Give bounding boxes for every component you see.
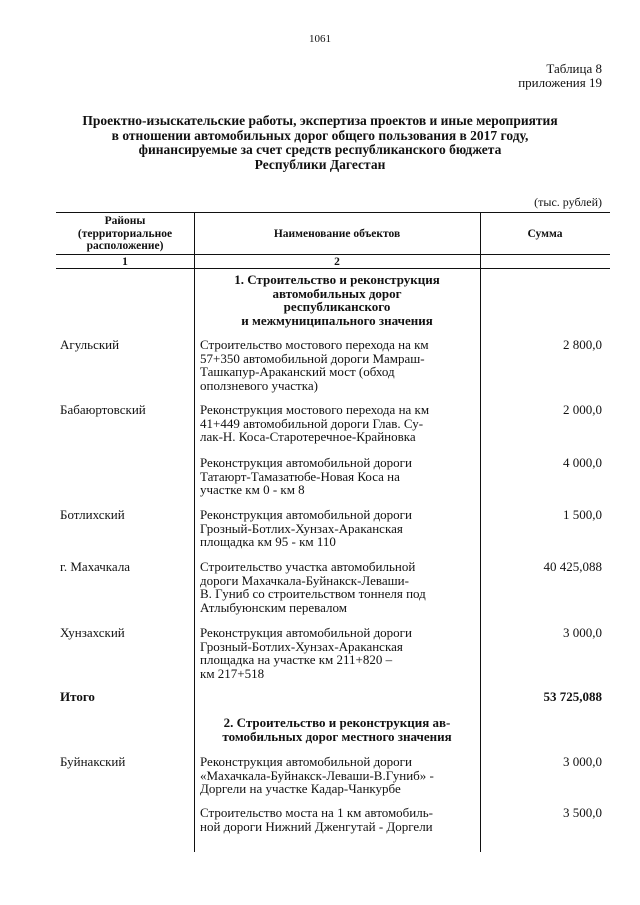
section1-title-l1: 1. Строительство и реконструкция bbox=[234, 272, 440, 287]
table-ref-line1: Таблица 8 bbox=[546, 61, 602, 76]
title-line4: Республики Дагестан bbox=[254, 156, 386, 172]
title-line3: финансируемые за счет средств республиканского бюджета bbox=[138, 142, 502, 157]
table-ref-line2: приложения 19 bbox=[518, 75, 602, 90]
object-khunzakh bbox=[200, 626, 485, 680]
sum-khunzakh: 3 000,0 bbox=[563, 625, 602, 640]
title-line1: Проектно-изыскательские работы, экспертиза проектов и иные мероприятия bbox=[82, 113, 558, 128]
object-line: Грозный-Ботлих-Хунзах-Араканская bbox=[200, 520, 403, 536]
object-babayurt-2 bbox=[200, 456, 485, 497]
section1-title bbox=[196, 273, 478, 327]
object-line: Доргели на участке Кадар-Чанкурбе bbox=[200, 781, 401, 796]
sum-agul: 2 800,0 bbox=[563, 337, 602, 352]
object-line: Реконструкция автомобильной дороги bbox=[200, 507, 412, 522]
section1-title-l2: автомобильных дорог bbox=[272, 285, 402, 301]
object-line: В. Гуниб со строительством тоннеля под bbox=[200, 586, 426, 601]
object-line: оползневого участка) bbox=[200, 377, 318, 393]
section1-title-l3: республиканского bbox=[283, 299, 391, 314]
title-line2: в отношении автомобильных дорог общего пользования в 2017 году, bbox=[111, 127, 529, 143]
total-sum: 53 725,088 bbox=[543, 689, 602, 704]
sum-botlikh: 1 500,0 bbox=[563, 507, 602, 522]
header-districts-l3: расположение) bbox=[86, 240, 164, 252]
header-bottom-border bbox=[56, 254, 610, 255]
object-line: площадка км 95 - км 110 bbox=[200, 534, 336, 549]
object-line: Грозный-Ботлих-Хунзах-Араканская bbox=[200, 638, 403, 654]
section2-title-l1: 2. Строительство и реконструкция ав- bbox=[223, 715, 451, 730]
header-districts-l1: Районы bbox=[104, 215, 146, 227]
object-line: Реконструкция автомобильной дороги bbox=[200, 754, 412, 769]
object-line: Строительство мостового перехода на км bbox=[200, 337, 429, 352]
units-label: (тыс. рублей) bbox=[534, 195, 602, 209]
total-label: Итого bbox=[60, 689, 95, 704]
header-sum: Сумма bbox=[527, 228, 563, 240]
region-agul: Агульский bbox=[60, 337, 120, 352]
object-buynaksk-2 bbox=[200, 806, 485, 833]
object-makhachkala bbox=[200, 560, 485, 614]
object-line: лак-Н. Коса-Старотеречное-Крайновка bbox=[200, 429, 416, 444]
table-top-border bbox=[56, 212, 610, 213]
object-line: «Махачкала-Буйнакск-Леваши-В.Гуниб» - bbox=[200, 767, 434, 783]
header-objects: Наименование объектов bbox=[273, 228, 401, 240]
object-line: 41+449 автомобильной дороги Глав. Су- bbox=[200, 415, 424, 431]
object-line: Ташкапур-Араканский мост (обход bbox=[200, 364, 395, 379]
region-makhachkala: г. Махачкала bbox=[60, 559, 131, 574]
object-agul bbox=[200, 338, 485, 392]
region-buynaksk: Буйнакский bbox=[60, 754, 126, 769]
region-babayurt: Бабаюртовский bbox=[60, 402, 146, 417]
object-line: дороги Махачкала-Буйнакск-Леваши- bbox=[200, 572, 409, 588]
header-districts bbox=[56, 215, 194, 253]
object-line: ной дороги Нижний Дженгутай - Доргели bbox=[200, 818, 433, 834]
object-line: км 217+518 bbox=[200, 665, 265, 681]
region-khunzakh: Хунзахский bbox=[60, 625, 125, 640]
sum-buynaksk-2: 3 500,0 bbox=[563, 805, 602, 820]
object-line: участке км 0 - км 8 bbox=[200, 482, 305, 497]
table-reference bbox=[518, 62, 602, 90]
section1-title-l4: и межмуниципального значения bbox=[241, 312, 433, 328]
object-line: Реконструкция автомобильной дороги bbox=[200, 625, 412, 640]
object-line: Атлыбуюнским перевалом bbox=[200, 599, 347, 615]
object-line: Строительство моста на 1 км автомобиль- bbox=[200, 805, 434, 820]
column-number-2: 2 bbox=[334, 256, 340, 268]
sum-babayurt-2: 4 000,0 bbox=[563, 455, 602, 470]
section2-title bbox=[196, 716, 478, 743]
sum-buynaksk-1: 3 000,0 bbox=[563, 754, 602, 769]
column-divider-1 bbox=[194, 212, 195, 852]
page-number: 1061 bbox=[309, 33, 331, 45]
section2-title-l2: томобильных дорог местного значения bbox=[222, 728, 452, 744]
region-botlikh: Ботлихский bbox=[60, 507, 125, 522]
object-buynaksk-1 bbox=[200, 755, 485, 796]
object-babayurt-1 bbox=[200, 403, 485, 444]
object-line: Татаюрт-Тамазатюбе-Новая Коса на bbox=[200, 468, 400, 484]
object-line: Реконструкция мостового перехода на км bbox=[200, 402, 430, 417]
object-botlikh bbox=[200, 508, 485, 549]
object-line: Строительство участка автомобильной bbox=[200, 559, 416, 574]
document-title bbox=[40, 114, 600, 172]
object-line: площадка на участке км 211+820 – bbox=[200, 652, 393, 667]
sum-babayurt-1: 2 000,0 bbox=[563, 402, 602, 417]
column-number-1: 1 bbox=[122, 256, 128, 268]
object-line: 57+350 автомобильной дороги Мамраш- bbox=[200, 350, 425, 366]
object-line: Реконструкция автомобильной дороги bbox=[200, 455, 412, 470]
column-number-border bbox=[56, 268, 610, 269]
header-districts-l2: (территориальное bbox=[77, 227, 173, 240]
sum-makhachkala: 40 425,088 bbox=[543, 559, 602, 574]
